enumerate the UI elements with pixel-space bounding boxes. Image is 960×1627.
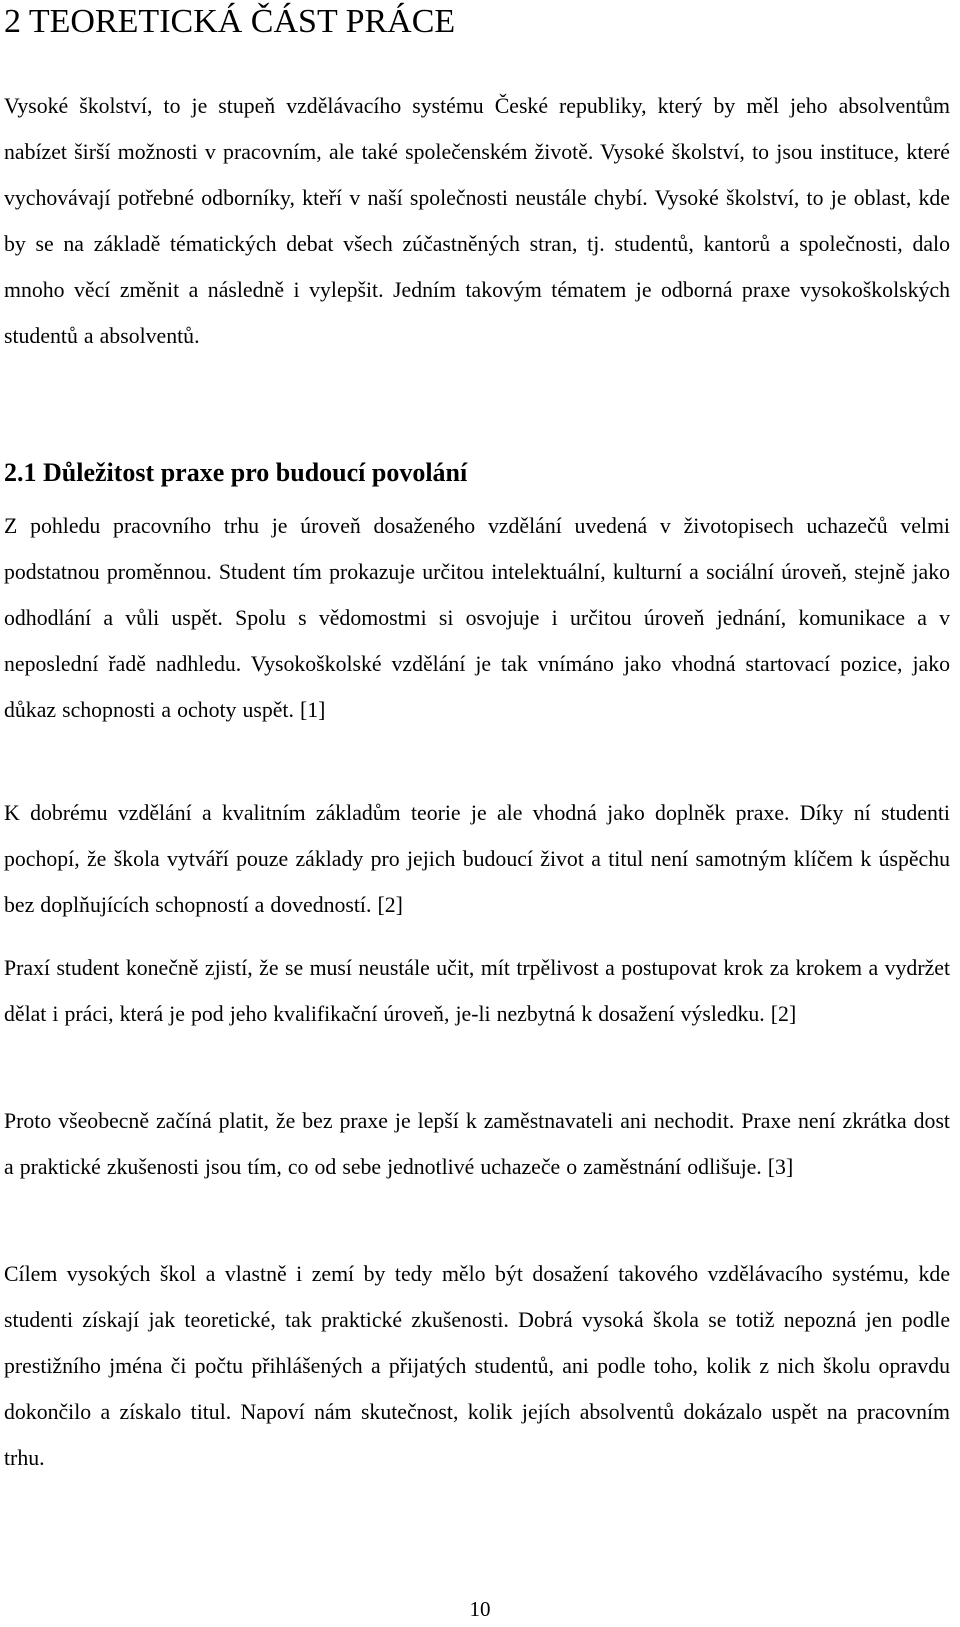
page-number: 10 <box>469 1597 491 1621</box>
chapter-heading: 2 TEORETICKÁ ČÁST PRÁCE <box>4 3 456 40</box>
paragraph-employer-expectations: Proto všeobecně začíná platit, že bez praxe je lepší k zaměstnavateli ani nechodit. Praxe není zkrátka dost a praktické zkušenosti jsou tím, co od sebe jednotlivé uchazeče o zaměstnání odlišuje. [3] <box>4 1109 950 1179</box>
paragraph-education-level: Z pohledu pracovního trhu je úroveň dosaženého vzdělání uvedená v životopisech uchazečů velmi podstatnou proměnnou. Student tím prokazuje určitou intelektuální, kulturní a sociální úroveň, stejně jako odhodlání a vůli uspět. Spolu s vědomostmi si osvojuje i určitou úroveň jednání, komunikace a v neposlední řadě nadhledu. Vysokoškolské vzdělání je tak vnímáno jako vhodná startovací pozice, jako důkaz schopnosti a ochoty uspět. [1] <box>4 514 950 722</box>
paragraph-university-goal: Cílem vysokých škol a vlastně i zemí by tedy mělo být dosažení takového vzdělávacího systému, kde studenti získají jak teoretické, tak praktické zkušenosti. Dobrá vysoká škola se totiž nepozná jen podle prestižního jména či počtu přihlášených a přijatých studentů, ani podle toho, kolik z nich školu opravdu dokončilo a získalo titul. Napoví nám skutečnost, kolik jejích absolventů dokázalo uspět na pracovním trhu. <box>4 1262 950 1470</box>
paragraph-intro: Vysoké školství, to je stupeň vzdělávacího systému České republiky, který by měl jeho absolventům nabízet širší možnosti v pracovním, ale také společenském životě. Vysoké školství, to jsou instituce, které vychovávají potřebné odborníky, kteří v naší společnosti neustále chybí. Vysoké školství, to je oblast, kde by se na základě tématických debat všech zúčastněných stran, tj. studentů, kantorů a společnosti, dalo mnoho věcí změnit a následně i vylepšit. Jedním takovým tématem je odborná praxe vysokoškolských studentů a absolventů. <box>4 94 950 348</box>
paragraph-practice-learning: Praxí student konečně zjistí, že se musí neustále učit, mít trpělivost a postupovat krok za krokem a vydržet dělat i práci, která je pod jeho kvalifikační úroveň, je-li nezbytná k dosažení výsledku. [2] <box>4 956 950 1026</box>
section-heading: 2.1 Důležitost praxe pro budoucí povolání <box>4 458 468 487</box>
paragraph-practice-complement: K dobrému vzdělání a kvalitním základům teorie je ale vhodná jako doplněk praxe. Díky ní studenti pochopí, že škola vytváří pouze základy pro jejich budoucí život a titul není samotným klíčem k úspěchu bez doplňujících schopností a dovedností. [2] <box>4 801 950 917</box>
